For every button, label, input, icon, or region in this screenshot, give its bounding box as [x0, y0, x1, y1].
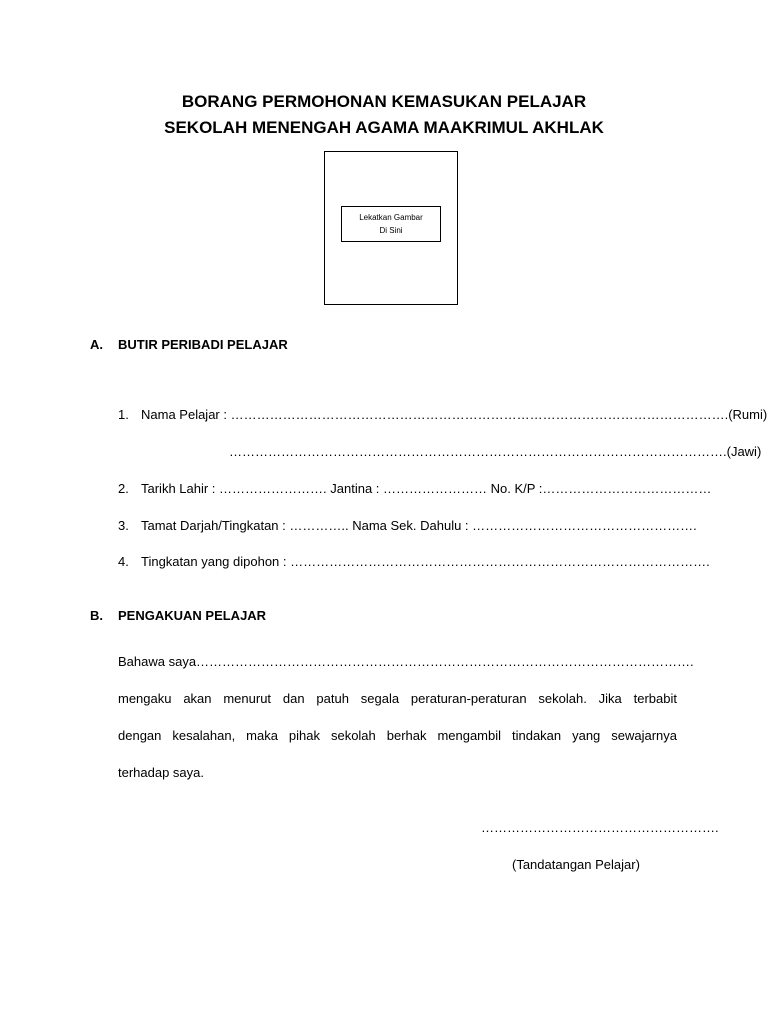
form-title-line2: SEKOLAH MENENGAH AGAMA MAAKRIMUL AKHLAK [164, 118, 604, 137]
form-title-line1: BORANG PERMOHONAN KEMASUKAN PELAJAR [181, 92, 587, 111]
field-nama-jawi-text: …………………………………………………………………………………………………….(Jawi) [229, 444, 762, 459]
item-number: 1. [118, 407, 129, 422]
declaration-line: mengaku akan menurut dan patuh segala peraturan-peraturan sekolah. Jika terbabit [118, 691, 677, 706]
item-number: 2. [118, 481, 129, 496]
photo-label-line1: Lekatkan Gambar [359, 213, 423, 222]
photo-frame [324, 151, 458, 305]
field-nama-rumi-text: Nama Pelajar : …………………………………………………………………………………………………….(Rumi) [141, 407, 768, 422]
section-b-title: PENGAKUAN PELAJAR [118, 608, 267, 623]
section-b-letter: B. [90, 608, 103, 623]
signature-line: ………………………………………………. [481, 820, 719, 835]
section-a-title: BUTIR PERIBADI PELAJAR [118, 337, 288, 352]
item-number: 4. [118, 554, 129, 569]
declaration-paragraph [118, 643, 694, 791]
photo-label-line2: Di Sini [379, 226, 403, 235]
item-number: 3. [118, 518, 129, 533]
section-a-letter: A. [90, 337, 103, 352]
declaration-line: Bahawa saya……………………………………………………………………………………………………. [118, 654, 694, 669]
field-tarikh-lahir-text: Tarikh Lahir : ……………………. Jantina : …………………… No. K/P :………………………………… [141, 481, 712, 496]
field-nama-jawi [229, 444, 761, 459]
field-tingkatan-dipohon-text: Tingkatan yang dipohon : ……………………………………………………………………………………. [141, 554, 710, 569]
declaration-line: dengan kesalahan, maka pihak sekolah berhak mengambil tindakan yang sewajarnya [118, 728, 677, 743]
signature-label: (Tandatangan Pelajar) [512, 857, 640, 872]
declaration-line: terhadap saya. [118, 765, 205, 780]
photo-placeholder-label [341, 206, 441, 242]
field-tamat-darjah-text: Tamat Darjah/Tingkatan : ………….. Nama Sek. Dahulu : ……………………………………………. [141, 518, 697, 533]
